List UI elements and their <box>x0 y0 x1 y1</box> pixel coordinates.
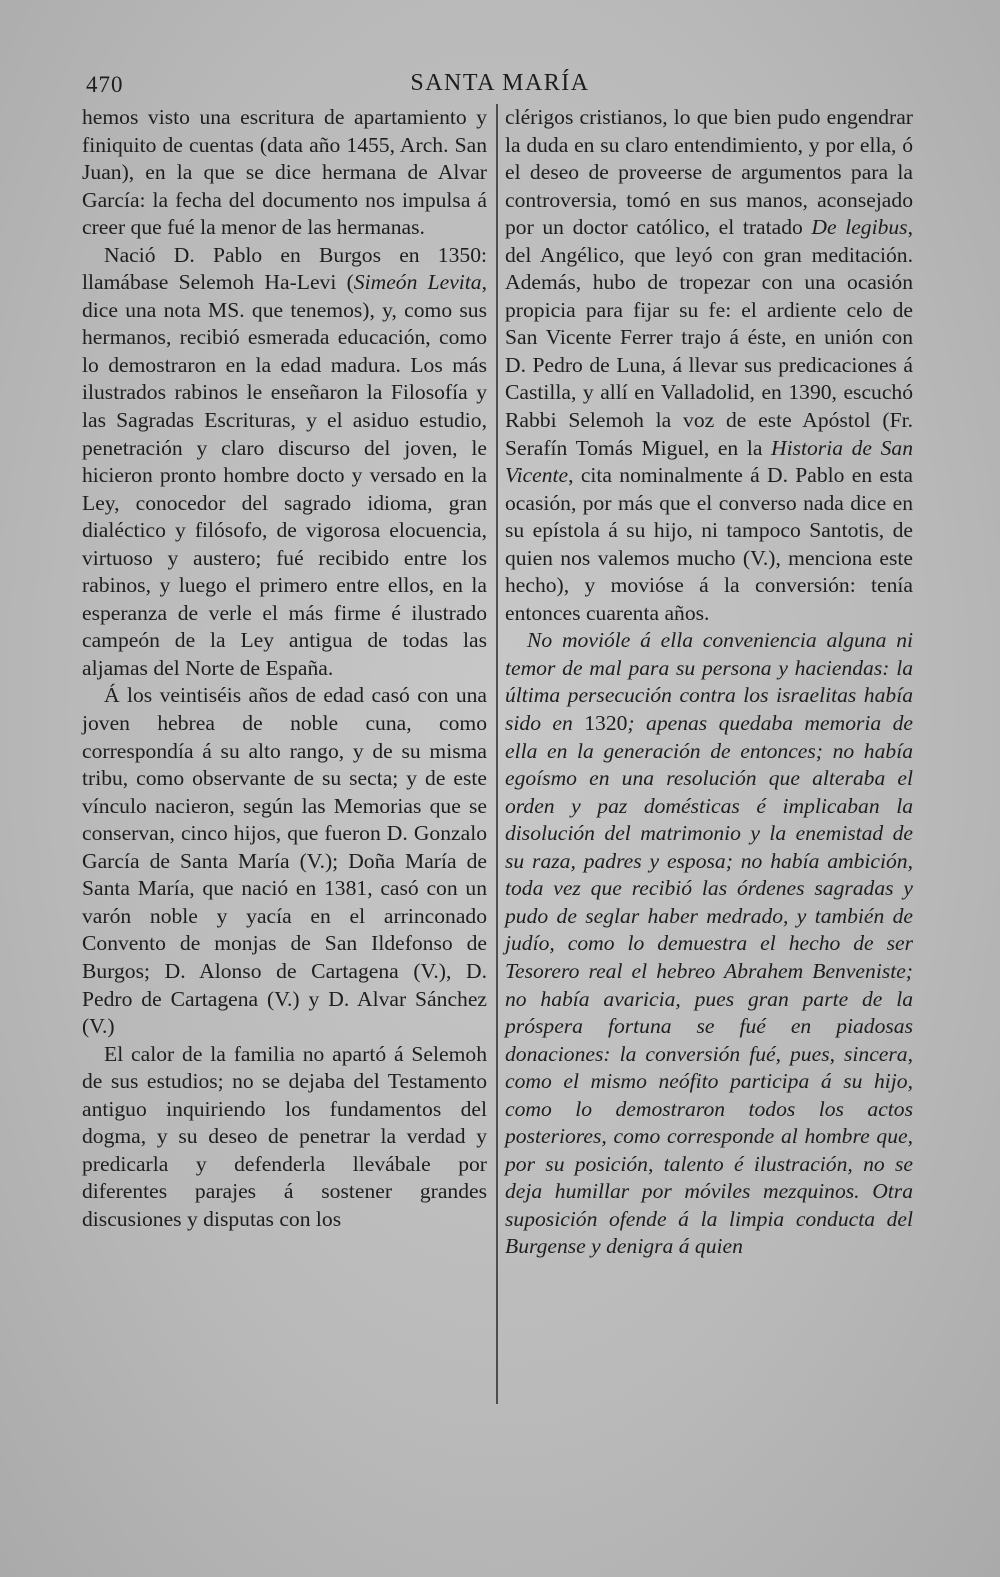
left-column <box>82 104 487 1233</box>
right-paragraph-1 <box>505 104 913 627</box>
column-divider <box>496 104 498 1404</box>
right-paragraph-1-italic-1: De legibus <box>811 215 908 240</box>
right-column <box>505 104 913 1261</box>
left-paragraph-2 <box>82 242 487 683</box>
right-paragraph-2-italic-b: ; apenas quedaba memoria de ella en la generación de entonces; no había egoísmo en una resolución que alteraba el orden y paz domésticas é implicaban la disolución del matrimonio y la enemistad de su raza, padres y esposa; no había ambición, toda vez que recibió las órdenes sagradas y pudo de seglar haber medrado, y también de judío, como lo demuestra el hecho de ser Tesorero real el hebreo Abrahem Benveniste; no había avaricia, pues gran parte de la próspera fortuna se fué en piadosas donaciones: la conversión fué, pues, sincera, como el mismo neófito participa á su hijo, como lo demostraron todos los actos posteriores, como corresponde al hombre que, por su posición, talento é ilustración, no se deja humillar por móviles mezquinos. Otra suposición ofende á la limpia conducta del Burgense y denigra á quien <box>505 711 913 1259</box>
running-title: SANTA MARÍA <box>410 70 590 96</box>
left-paragraph-4: El calor de la familia no apartó á Selemoh de sus estudios; no se dejaba del Testamento antiguo inquiriendo los fundamentos del dogma, y su deseo de penetrar la verdad y predicarla y defenderla llevábale por diferentes parajes á sostener grandes discusiones y disputas con los <box>82 1041 487 1231</box>
left-paragraph-2-italic: Simeón Levita <box>353 270 482 295</box>
right-paragraph-1-text-b: , del Angélico, que leyó con gran meditación. Además, hubo de tropezar con una ocasión propicia para fijar su fe: el ardiente celo de San Vicente Ferrer trajo á éste, en unión con D. Pedro de Luna, á llevar sus predicaciones á Castilla, y allí en Valladolid, en 1390, escuchó Rabbi Selemoh la voz de este Apóstol (Fr. Serafín Tomás Miguel, en la <box>505 215 913 460</box>
page-number: 470 <box>86 72 124 97</box>
left-paragraph-2-text-a: Nació D. Pablo en Burgos en 1350: llamábase Selemoh Ha-Levi ( <box>82 242 487 295</box>
right-paragraph-2-year: 1320 <box>584 711 628 736</box>
right-paragraph-1-italic-2: Historia de San Vicente <box>505 435 913 488</box>
right-paragraph-2 <box>505 627 913 1261</box>
right-paragraph-2-italic-a: No movióle á ella conveniencia alguna ni temor de mal para su persona y haciendas: la última persecución contra los israelitas había sido en <box>505 628 913 736</box>
left-paragraph-1: hemos visto una escritura de apartamiento y finiquito de cuentas (data año 1455, Arch. San Juan), en la que se dice hermana de Alvar García: la fecha del documento nos impulsa á creer que fué la menor de las hermanas. <box>82 105 487 240</box>
right-paragraph-1-text-c: , cita nominalmente á D. Pablo en esta ocasión, por más que el converso nada dice en su epístola á su hijo, ni tampoco Santotis, de quien nos valemos mucho (V.), menciona este hecho), y movióse á la conversión: tenía entonces cuarenta años. <box>505 463 913 625</box>
right-paragraph-1-text-a: clérigos cristianos, lo que bien pudo engendrar la duda en su claro entendimiento, y por ella, ó el deseo de proveerse de argumentos para la controversia, tomó en sus manos, aconsejado por un doctor católico, el tratado <box>505 105 913 240</box>
left-paragraph-3: Á los veintiséis años de edad casó con una joven hebrea de noble cuna, como correspondía á su alto rango, y de su misma tribu, como observante de su secta; y de este vínculo nacieron, según las Memorias que se conservan, cinco hijos, que fueron D. Gonzalo García de Santa María (V.); Doña María de Santa María, que nació en 1381, casó con un varón noble y yacía en el arrinconado Convento de monjas de San Ildefonso de Burgos; D. Alonso de Cartagena (V.), D. Pedro de Cartagena (V.) y D. Alvar Sánchez (V.) <box>82 683 487 1039</box>
left-paragraph-2-text-b: , dice una nota MS. que tenemos), y, como sus hermanos, recibió esmerada educación, como lo demostraron en la edad madura. Los más ilustrados rabinos le enseñaron la Filosofía y las Sagradas Escrituras, y el asiduo estudio, penetración y claro discurso del joven, le hicieron pronto hombre docto y versado en la Ley, conocedor del sagrado idioma, gran dialéctico y filósofo, de vigorosa elocuencia, virtuoso y austero; fué recibido entre los rabinos, y luego el primero entre ellos, en la esperanza de verle el más firme é ilustrado campeón de la Ley antigua de todas las aljamas del Norte de España. <box>82 270 487 680</box>
